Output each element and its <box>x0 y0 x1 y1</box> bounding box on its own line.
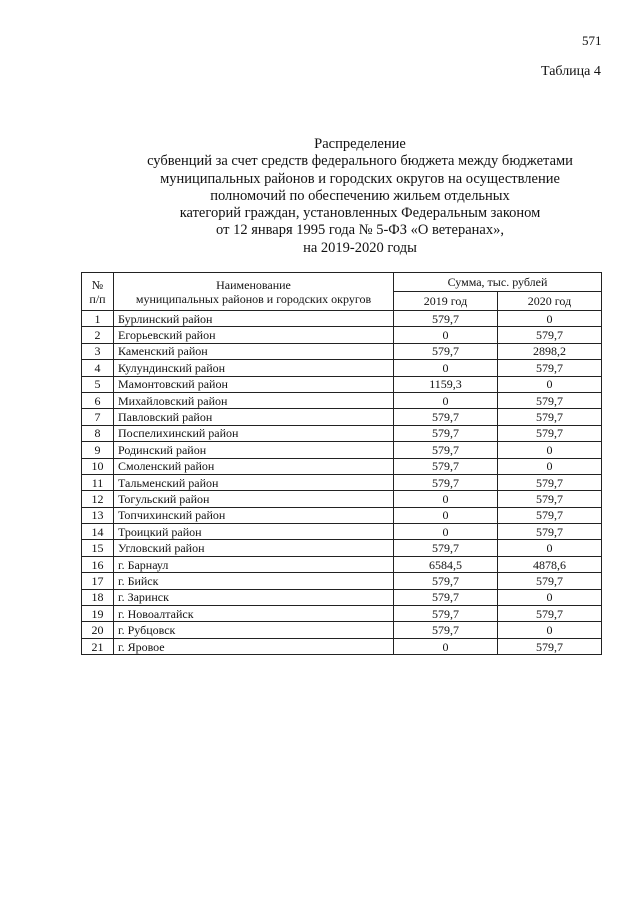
row-value-2019: 579,7 <box>394 474 498 490</box>
row-value-2019: 1159,3 <box>394 376 498 392</box>
table-row <box>82 343 602 359</box>
row-number: 14 <box>82 524 114 540</box>
row-name: Каменский район <box>114 343 394 359</box>
row-name: Тальменский район <box>114 474 394 490</box>
table-row <box>82 491 602 507</box>
row-value-2020: 4878,6 <box>498 556 602 572</box>
table-row <box>82 425 602 441</box>
row-value-2020: 0 <box>498 622 602 638</box>
row-name: Угловский район <box>114 540 394 556</box>
row-value-2019: 0 <box>394 491 498 507</box>
row-value-2020: 0 <box>498 311 602 327</box>
row-number: 21 <box>82 638 114 654</box>
row-value-2020: 2898,2 <box>498 343 602 359</box>
row-name: Бурлинский район <box>114 311 394 327</box>
table-row <box>82 638 602 654</box>
table-row <box>82 622 602 638</box>
row-name: г. Рубцовск <box>114 622 394 638</box>
table-row <box>82 376 602 392</box>
table-row <box>82 540 602 556</box>
row-value-2019: 579,7 <box>394 458 498 474</box>
title-line: субвенций за счет средств федерального бюджета между бюджетами <box>147 153 573 170</box>
row-value-2020: 0 <box>498 589 602 605</box>
table-row <box>82 409 602 425</box>
row-value-2019: 0 <box>394 507 498 523</box>
row-number: 16 <box>82 556 114 572</box>
row-value-2019: 6584,5 <box>394 556 498 572</box>
table-row <box>82 606 602 622</box>
row-value-2020: 579,7 <box>498 638 602 654</box>
table-row <box>82 507 602 523</box>
table-row <box>82 327 602 343</box>
header-sum: Сумма, тыс. рублей <box>394 273 602 292</box>
row-value-2019: 579,7 <box>394 573 498 589</box>
row-name: Смоленский район <box>114 458 394 474</box>
row-name: г. Бийск <box>114 573 394 589</box>
row-value-2019: 579,7 <box>394 622 498 638</box>
row-name: Егорьевский район <box>114 327 394 343</box>
title-line: от 12 января 1995 года № 5-ФЗ «О ветеранах», <box>216 222 504 239</box>
row-number: 5 <box>82 376 114 392</box>
row-number: 6 <box>82 392 114 408</box>
row-number: 12 <box>82 491 114 507</box>
row-number: 18 <box>82 589 114 605</box>
row-number: 8 <box>82 425 114 441</box>
row-value-2020: 0 <box>498 458 602 474</box>
row-number: 7 <box>82 409 114 425</box>
row-value-2020: 579,7 <box>498 409 602 425</box>
row-value-2019: 579,7 <box>394 442 498 458</box>
row-number: 1 <box>82 311 114 327</box>
subventions-table <box>81 272 602 655</box>
row-value-2019: 0 <box>394 392 498 408</box>
row-number: 9 <box>82 442 114 458</box>
row-value-2019: 579,7 <box>394 409 498 425</box>
row-name: г. Новоалтайск <box>114 606 394 622</box>
header-year-2020: 2020 год <box>498 292 602 311</box>
header-number-line2: п/п <box>89 291 106 306</box>
row-value-2020: 579,7 <box>498 327 602 343</box>
row-number: 15 <box>82 540 114 556</box>
title-line: Распределение <box>314 136 406 152</box>
table-label: Таблица 4 <box>541 64 601 79</box>
header-number <box>82 273 114 311</box>
row-value-2019: 579,7 <box>394 589 498 605</box>
row-value-2019: 579,7 <box>394 606 498 622</box>
table-row <box>82 589 602 605</box>
table-row <box>82 360 602 376</box>
row-value-2019: 579,7 <box>394 343 498 359</box>
header-name-line2: муниципальных районов и городских округов <box>135 291 372 306</box>
title-line: категорий граждан, установленных Федеральным законом <box>179 205 541 222</box>
row-value-2020: 0 <box>498 540 602 556</box>
table-row <box>82 311 602 327</box>
row-value-2019: 0 <box>394 360 498 376</box>
row-value-2020: 579,7 <box>498 474 602 490</box>
row-value-2020: 579,7 <box>498 507 602 523</box>
row-value-2020: 0 <box>498 376 602 392</box>
row-number: 2 <box>82 327 114 343</box>
row-number: 20 <box>82 622 114 638</box>
row-value-2019: 0 <box>394 638 498 654</box>
row-number: 4 <box>82 360 114 376</box>
row-name: Мамонтовский район <box>114 376 394 392</box>
row-value-2020: 579,7 <box>498 491 602 507</box>
title-line: на 2019-2020 годы <box>303 239 417 256</box>
table-row <box>82 573 602 589</box>
row-number: 19 <box>82 606 114 622</box>
title-line: муниципальных районов и городских округов на осуществление <box>160 170 560 187</box>
row-name: Троицкий район <box>114 524 394 540</box>
row-value-2020: 579,7 <box>498 606 602 622</box>
row-name: г. Яровое <box>114 638 394 654</box>
row-number: 3 <box>82 343 114 359</box>
row-name: г. Заринск <box>114 589 394 605</box>
row-name: Родинский район <box>114 442 394 458</box>
row-name: Павловский район <box>114 409 394 425</box>
table-row <box>82 524 602 540</box>
row-value-2019: 0 <box>394 524 498 540</box>
row-value-2019: 0 <box>394 327 498 343</box>
row-value-2019: 579,7 <box>394 311 498 327</box>
row-value-2019: 579,7 <box>394 425 498 441</box>
page-number: 571 <box>582 33 602 48</box>
table-row <box>82 442 602 458</box>
table-row <box>82 458 602 474</box>
row-value-2020: 579,7 <box>498 524 602 540</box>
row-name: Поспелихинский район <box>114 425 394 441</box>
row-value-2020: 0 <box>498 442 602 458</box>
row-name: Топчихинский район <box>114 507 394 523</box>
header-name <box>114 273 394 311</box>
row-number: 17 <box>82 573 114 589</box>
row-value-2020: 579,7 <box>498 573 602 589</box>
header-number-line1: № <box>91 277 104 292</box>
row-number: 13 <box>82 507 114 523</box>
row-number: 10 <box>82 458 114 474</box>
table-row <box>82 474 602 490</box>
table-row <box>82 392 602 408</box>
row-value-2020: 579,7 <box>498 360 602 376</box>
document-title <box>100 136 620 257</box>
row-name: Тогульский район <box>114 491 394 507</box>
header-name-line1: Наименование <box>216 277 291 292</box>
table-row <box>82 556 602 572</box>
row-value-2019: 579,7 <box>394 540 498 556</box>
row-name: Михайловский район <box>114 392 394 408</box>
row-name: Кулундинский район <box>114 360 394 376</box>
title-line: полномочий по обеспечению жильем отдельных <box>210 187 510 204</box>
header-year-2019: 2019 год <box>394 292 498 311</box>
row-value-2020: 579,7 <box>498 425 602 441</box>
row-value-2020: 579,7 <box>498 392 602 408</box>
row-name: г. Барнаул <box>114 556 394 572</box>
row-number: 11 <box>82 474 114 490</box>
